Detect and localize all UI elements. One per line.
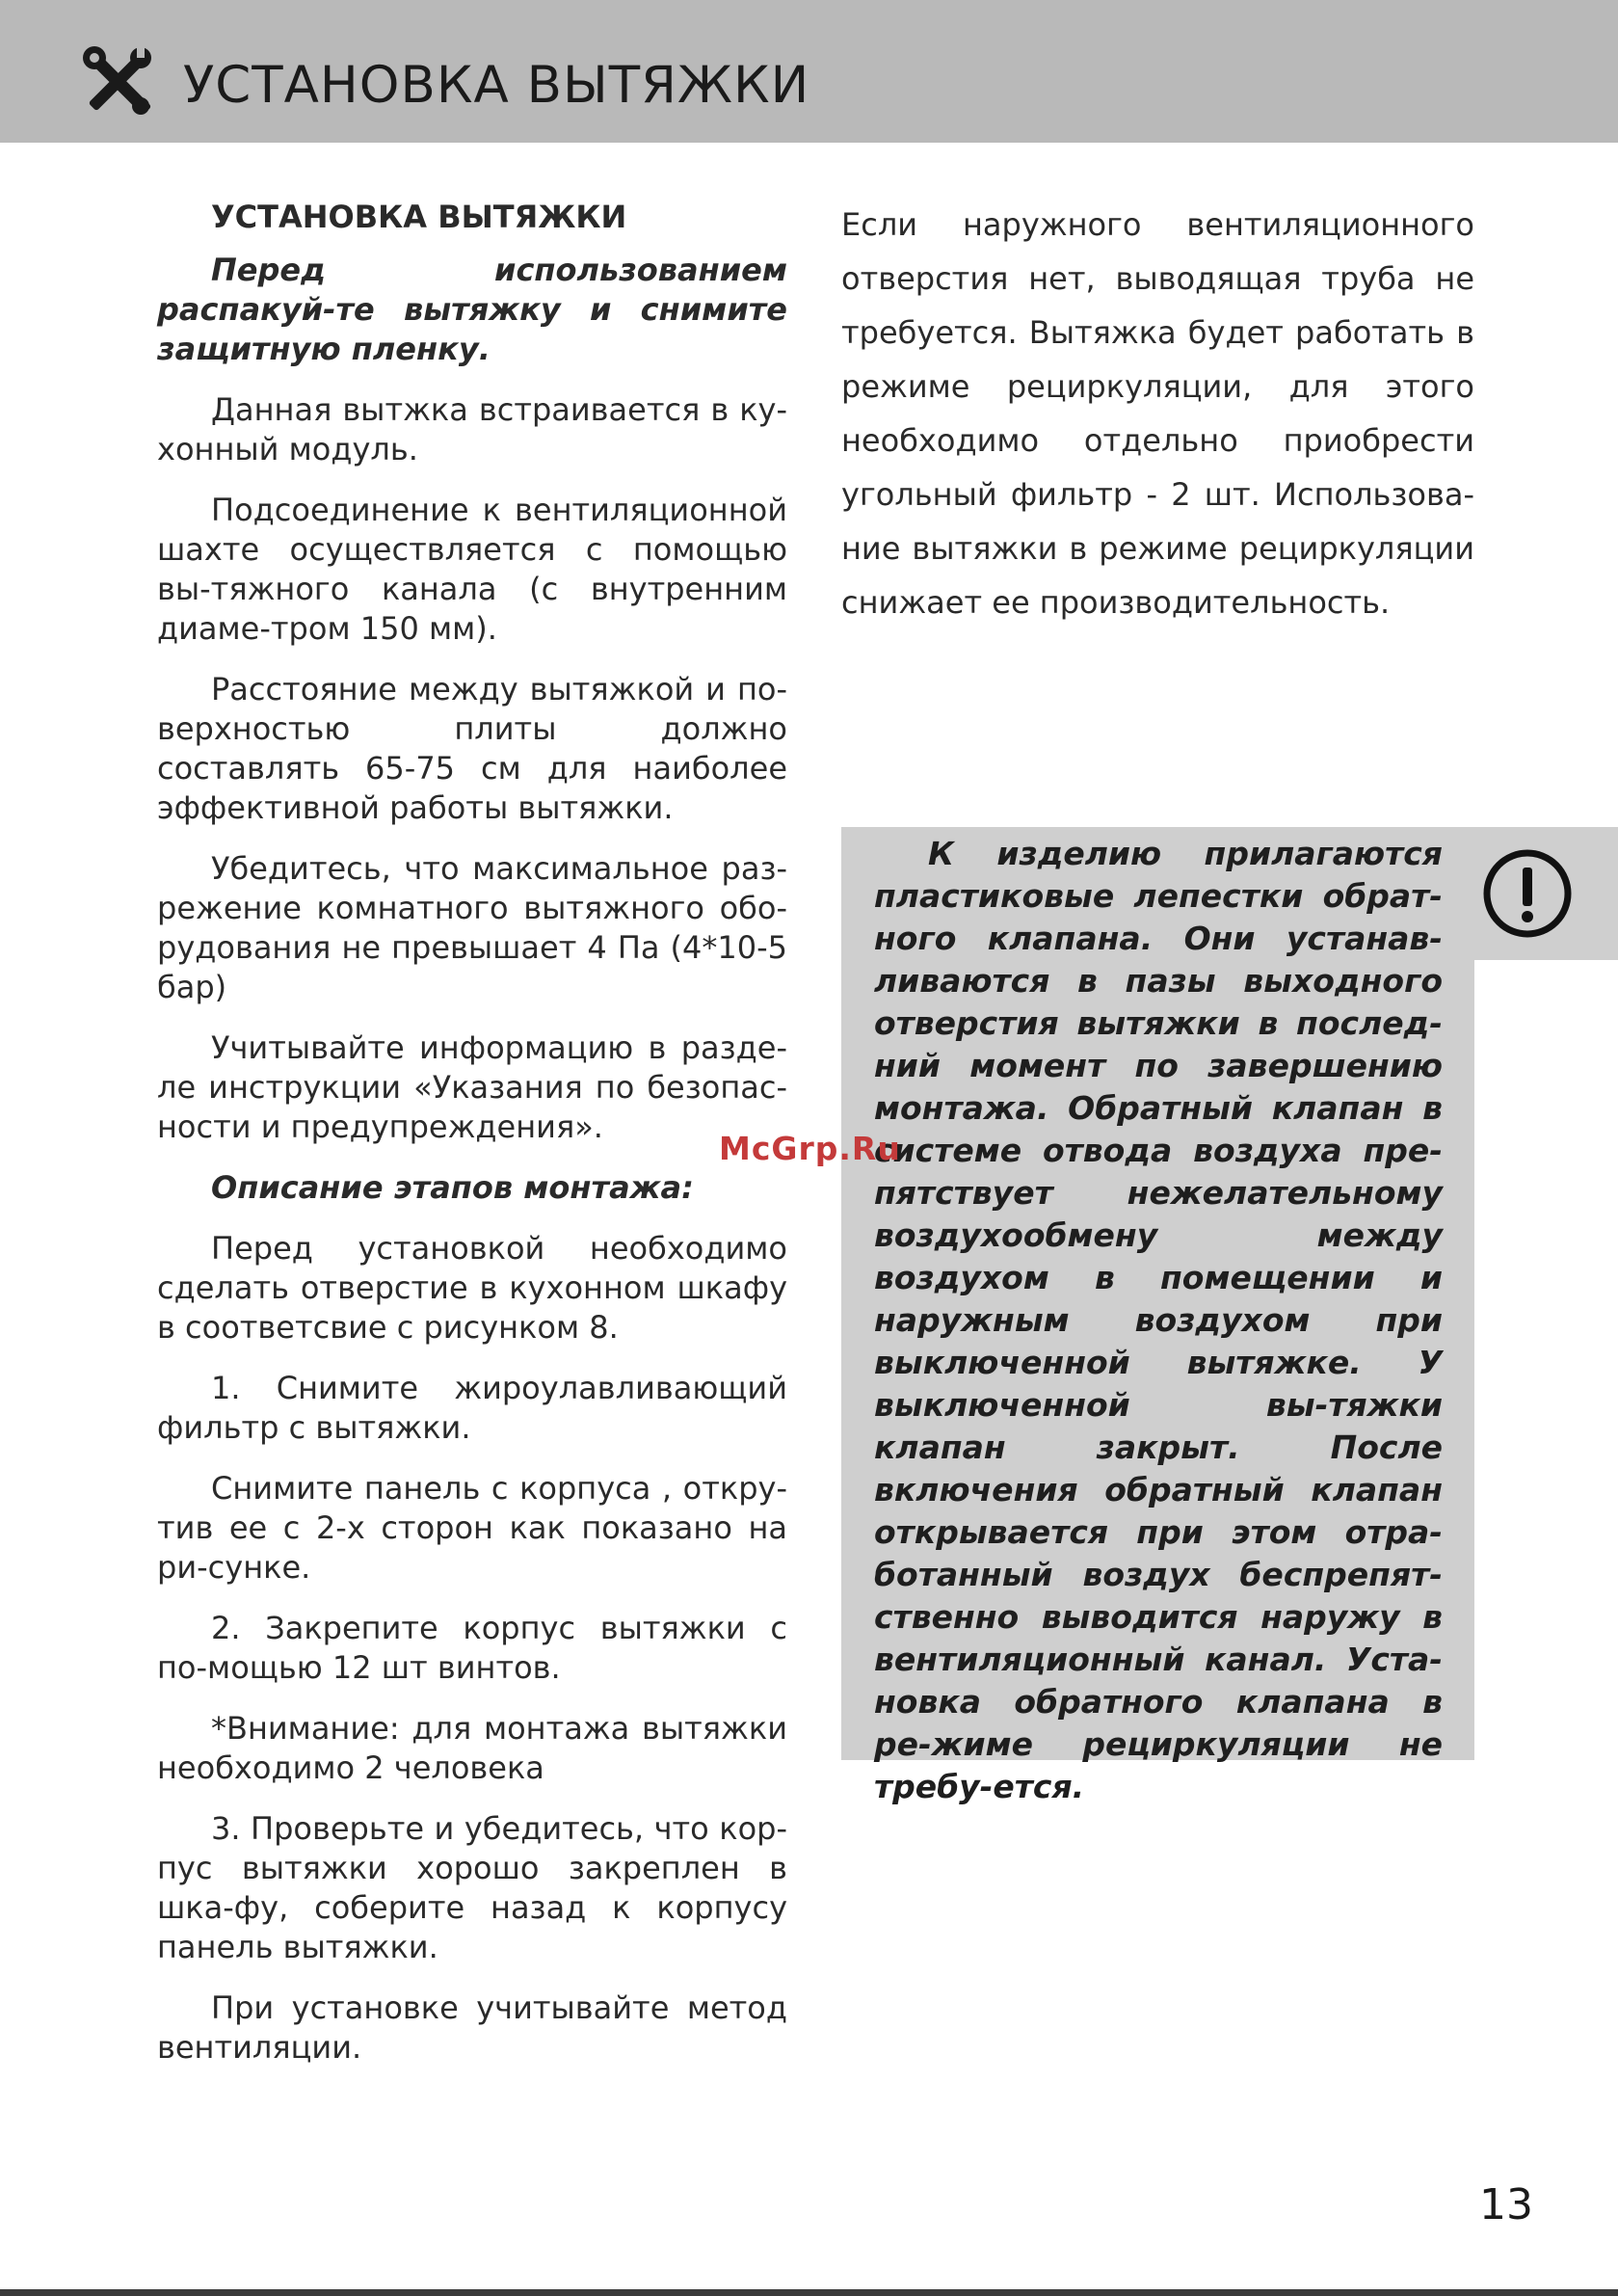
step-paragraph: 1. Снимите жироулавливающий фильтр с вытяжки. (157, 1370, 787, 1446)
step-paragraph: Перед установкой необходимо сделать отверстие в кухонном шкафу в соответсвие с рисунком 8. (157, 1230, 787, 1346)
page-header (0, 0, 1618, 143)
paragraph: Расстояние между вытяжкой и по-верхностью плиты должно составлять 65-75 см для наиболее эффективной работы вытяжки. (157, 671, 787, 826)
step-paragraph: 3. Проверьте и убедитесь, что кор-пус вытяжки хорошо закреплен в шка-фу, соберите назад к корпусу панель вытяжки. (157, 1810, 787, 1965)
step-paragraph: При установке учитывайте метод вентиляции. (157, 1989, 787, 2066)
page-number: 13 (1479, 2180, 1533, 2229)
paragraph: Данная вытжка встраивается в ку-хонный модуль. (157, 391, 787, 467)
step-paragraph: *Внимание: для монтажа вытяжки необходимо 2 человека (157, 1710, 787, 1786)
notice-text: К изделию прилагаются пластиковые лепестки обрат-ного клапана. Они устанав-ливаются в пазы выходного отверстия вытяжки в послед-ний момент по завершению монтажа. Обратный клапан в системе отвода воздуха пре-пятствует нежелательному воздухообмену между воздухом в помещении и наружным воздухом при выключенной вытяжке. У выключенной вы-тяжки клапан закрыт. После включения обратный клапан открывается при этом отра-ботанный воздух беспрепят-ственно выводится наружу в вентиляционный канал. Уста-новка обратного клапана в ре-жиме рециркуляции не требу-ется. (874, 835, 1443, 1805)
step-paragraph: Снимите панель с корпуса , откру-тив ее с 2-х сторон как показано на ри-сунке. (157, 1470, 787, 1586)
recirculation-paragraph: Если наружного вентиляционного отверстия нет, выводящая труба не требуется. Вытяжка будет работать в режиме рециркуляции, для этого необходимо отдельно приобрести угольный фильтр - 2 шт. Использова-ние вытяжки в режиме рециркуляции снижает ее производительность. (841, 206, 1474, 621)
page-title: УСТАНОВКА ВЫТЯЖКИ (183, 56, 810, 115)
right-column (841, 198, 1474, 629)
paragraph: Убедитесь, что максимальное раз-режение комнатного вытяжного обо-рудования не превышает 4 Па (4*10-5 бар) (157, 850, 787, 1005)
exclamation-icon (1482, 848, 1573, 939)
left-column (157, 198, 787, 2089)
intro-paragraph: Перед использованием распакуй-те вытяжку и снимите защитную пленку. (157, 252, 787, 367)
footer-divider (0, 2289, 1618, 2296)
steps-heading: Описание этапов монтажа: (211, 1169, 694, 1206)
section-title: УСТАНОВКА ВЫТЯЖКИ (211, 199, 627, 235)
paragraph: Подсоединение к вентиляционной шахте осуществляется с помощью вы-тяжного канала (с внутренним диаме-тром 150 мм). (157, 492, 787, 647)
step-paragraph: 2. Закрепите корпус вытяжки с по-мощью 12 шт винтов. (157, 1610, 787, 1686)
tools-icon (83, 46, 152, 118)
notice-box (841, 827, 1474, 1805)
watermark: McGrp.Ru (719, 1130, 901, 1167)
paragraph: Учитывайте информацию в разде-ле инструкции «Указания по безопас-ности и предупреждения». (157, 1029, 787, 1145)
